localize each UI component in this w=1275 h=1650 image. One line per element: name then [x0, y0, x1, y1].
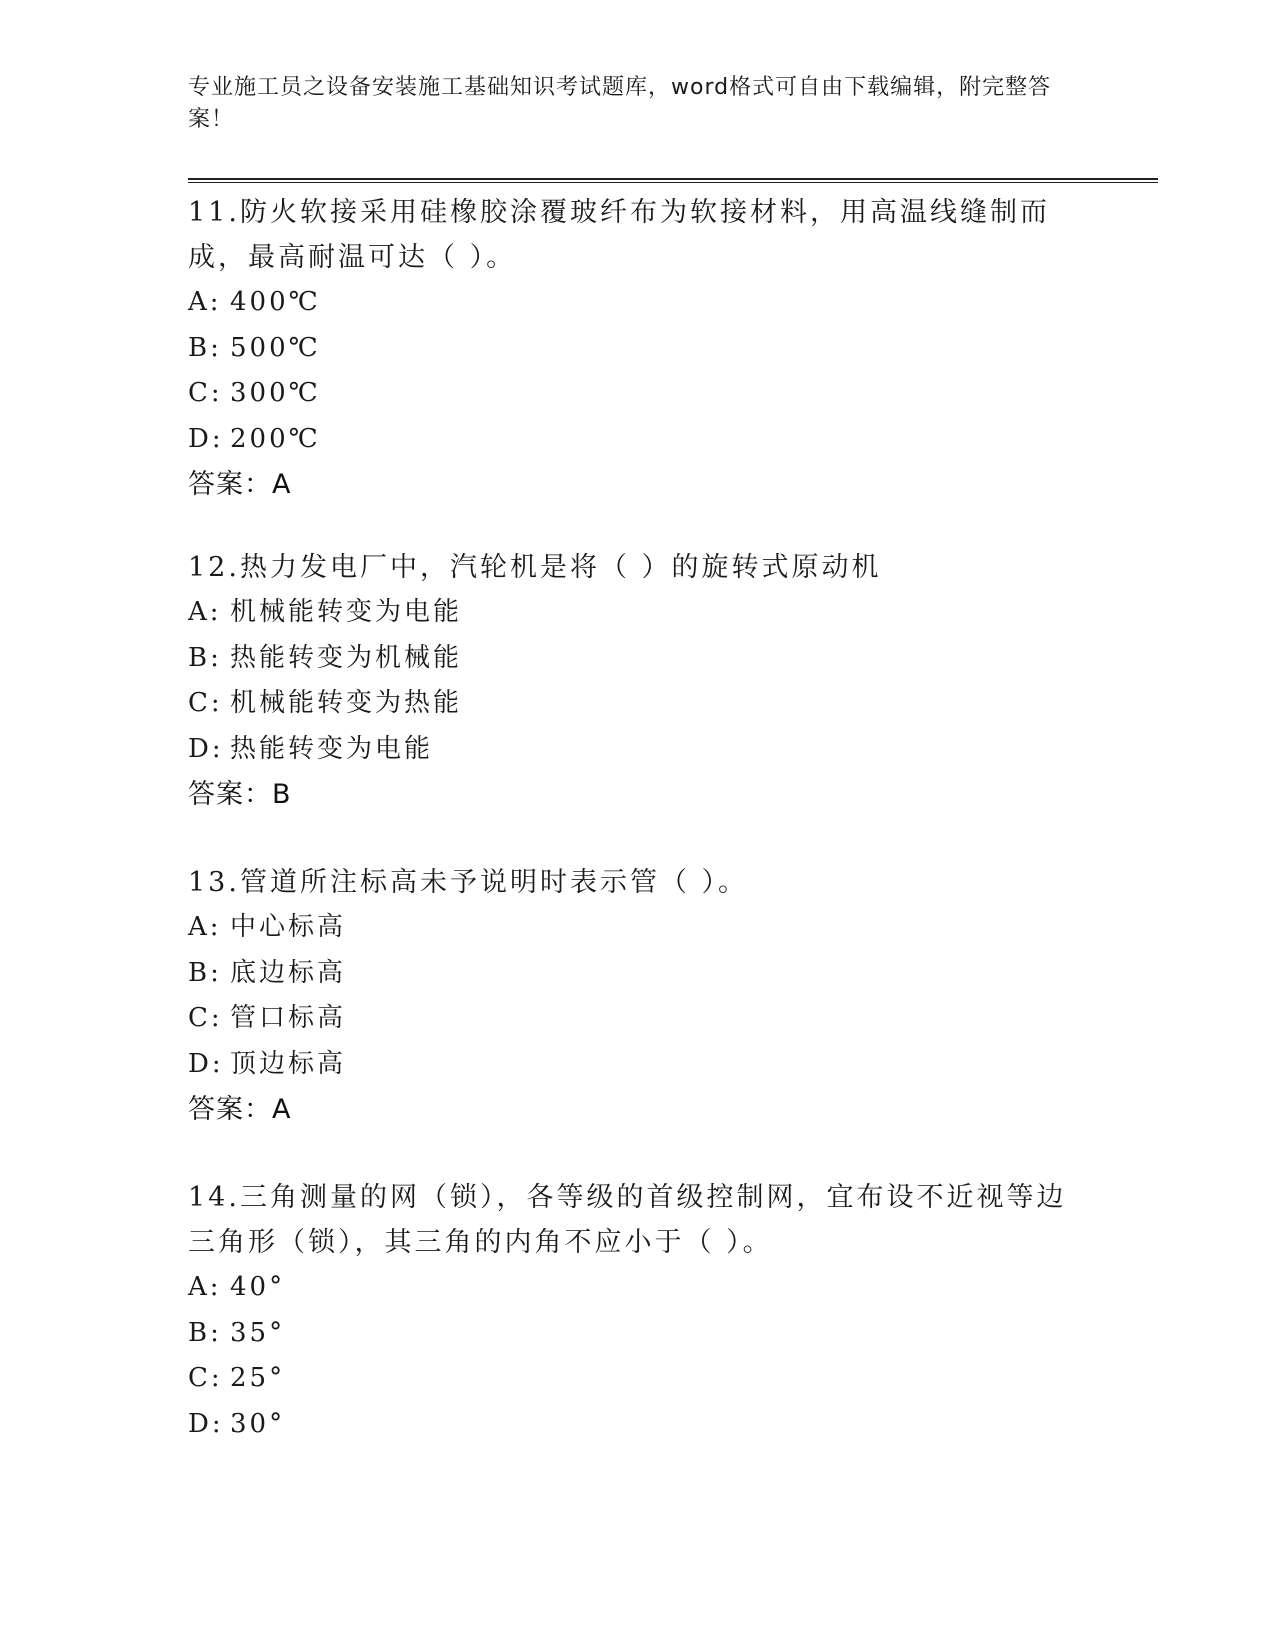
option-c — [188, 681, 1088, 727]
option-letter: D: — [188, 423, 224, 454]
option-b — [188, 1311, 1088, 1357]
question-stem: 14.三角测量的网（锁），各等级的首级控制网，宜布设不近视等边三角形（锁），其三角的内角不应小于（ ）。 — [188, 1182, 1067, 1258]
answer-line: 答案：A — [188, 1094, 292, 1125]
option-letter: B: — [188, 957, 222, 988]
option-letter: D: — [188, 1048, 224, 1079]
question-stem: 11.防火软接采用硅橡胶涂覆玻纤布为软接材料，用高温线缝制而成，最高耐温可达（ ）。 — [188, 197, 1050, 273]
document-description: 专业施工员之设备安装施工基础知识考试题库，word格式可自由下载编辑，附完整答案！ — [188, 75, 1052, 132]
option-letter: B: — [188, 1317, 222, 1348]
option-text: 机械能转变为热能 — [230, 688, 463, 718]
option-letter: C: — [188, 378, 223, 408]
option-text: 300℃ — [230, 378, 321, 408]
option-a — [188, 905, 1088, 951]
option-letter: C: — [188, 1363, 223, 1393]
option-letter: C: — [188, 688, 223, 718]
question-stem: 13.管道所注标高未予说明时表示管（ ）。 — [188, 867, 749, 898]
option-letter: A: — [188, 597, 222, 627]
question-11 — [188, 190, 1088, 507]
option-a — [188, 590, 1088, 636]
option-text: 30° — [230, 1408, 286, 1439]
option-text: 热能转变为电能 — [230, 733, 434, 764]
header-divider — [188, 178, 1158, 183]
option-letter: A: — [188, 287, 222, 317]
option-c — [188, 996, 1088, 1042]
option-letter: B: — [188, 642, 222, 673]
question-12 — [188, 545, 1088, 817]
option-text: 35° — [230, 1317, 286, 1348]
option-d — [188, 727, 1088, 773]
option-letter: D: — [188, 1408, 224, 1439]
option-a — [188, 1265, 1088, 1311]
option-letter: D: — [188, 733, 224, 764]
option-a — [188, 280, 1088, 326]
option-letter: B: — [188, 332, 222, 363]
option-text: 机械能转变为电能 — [230, 597, 463, 627]
option-d — [188, 1402, 1088, 1448]
option-b — [188, 951, 1088, 997]
option-text: 200℃ — [230, 423, 321, 454]
option-text: 25° — [230, 1363, 286, 1393]
option-text: 40° — [230, 1272, 286, 1302]
option-text: 中心标高 — [230, 912, 347, 942]
option-letter: C: — [188, 1003, 223, 1033]
option-text: 400℃ — [230, 287, 321, 317]
answer-line: 答案：B — [188, 779, 292, 810]
question-14 — [188, 1175, 1088, 1447]
option-c — [188, 1356, 1088, 1402]
question-stem: 12.热力发电厂中，汽轮机是将（ ）的旋转式原动机 — [188, 552, 882, 583]
option-text: 底边标高 — [230, 957, 347, 988]
question-13 — [188, 860, 1088, 1132]
option-letter: A: — [188, 1272, 222, 1302]
option-b — [188, 326, 1088, 372]
option-text: 顶边标高 — [230, 1048, 347, 1079]
option-text: 热能转变为机械能 — [230, 642, 463, 673]
option-text: 管口标高 — [230, 1003, 347, 1033]
option-text: 500℃ — [230, 332, 321, 363]
option-d — [188, 1042, 1088, 1088]
option-letter: A: — [188, 912, 222, 942]
option-b — [188, 636, 1088, 682]
option-c — [188, 371, 1088, 417]
answer-line: 答案：A — [188, 469, 292, 500]
option-d — [188, 417, 1088, 463]
